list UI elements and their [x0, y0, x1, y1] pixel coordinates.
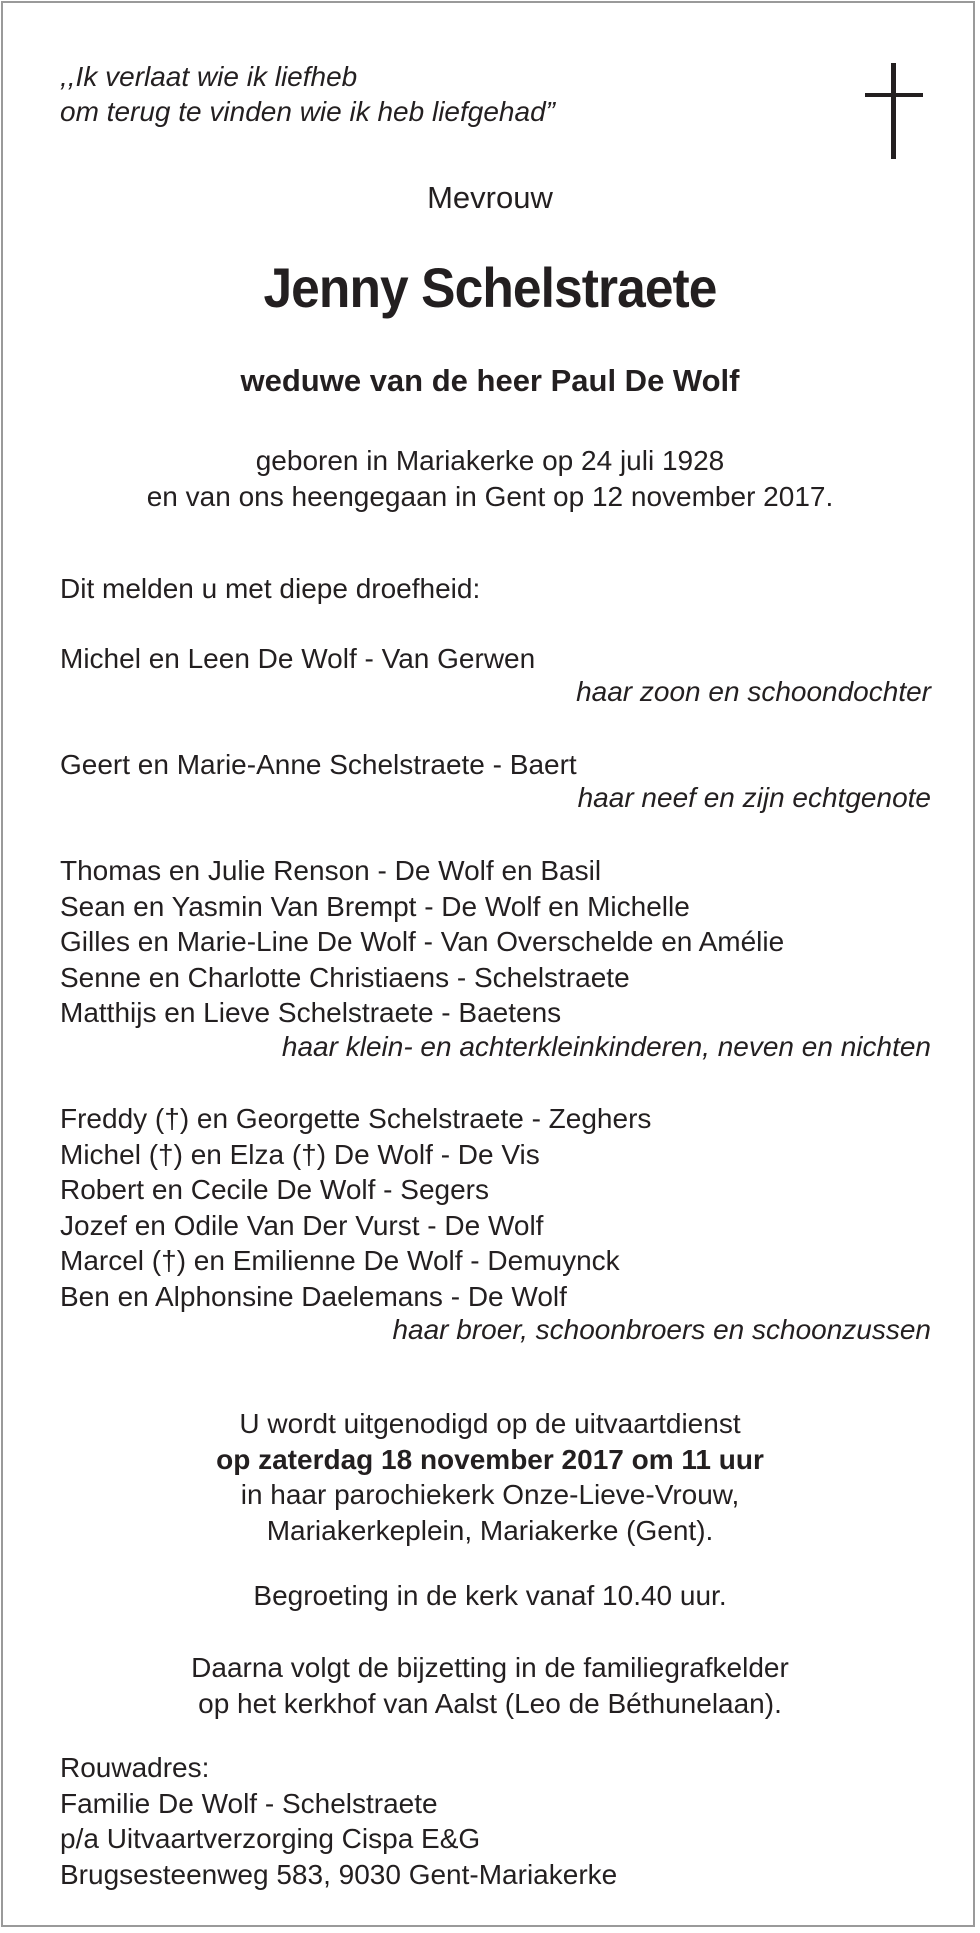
honorific-title: Mevrouw: [427, 180, 553, 215]
burial-line-2: op het kerkhof van Aalst (Leo de Béthunelaan).: [198, 1688, 782, 1719]
family-name-line: Senne en Charlotte Christiaens - Schelstraete: [60, 961, 630, 993]
family-name-line: Geert en Marie-Anne Schelstraete - Baert: [60, 749, 577, 780]
death-line: en van ons heengegaan in Gent op 12 november 2017.: [146, 481, 834, 512]
family-name-line: Marcel (†) en Emilienne De Wolf - Demuynck: [60, 1245, 620, 1276]
family-name-line: Thomas en Julie Renson - De Wolf en Basil: [60, 855, 602, 886]
family-names-block: [60, 853, 784, 1031]
relation-line: haar zoon en schoondochter: [576, 676, 931, 707]
service-datetime: op zaterdag 18 november 2017 om 11 uur: [216, 1443, 764, 1475]
burial-block: [3, 1650, 977, 1722]
intro-text: Dit melden u met diepe droefheid:: [60, 573, 481, 604]
family-name-line: Sean en Yasmin Van Brempt - De Wolf en Michelle: [60, 890, 690, 922]
address-line-3: Brugsesteenweg 583, 9030 Gent-Mariakerke: [60, 1858, 618, 1890]
service-church: in haar parochiekerk Onze-Lieve-Vrouw,: [240, 1479, 740, 1510]
quote-line-1: ,,Ik verlaat wie ik liefheb: [60, 61, 358, 92]
relation-line: haar broer, schoonbroers en schoonzussen: [392, 1314, 931, 1345]
widow-of-line: weduwe van de heer Paul De Wolf: [240, 363, 740, 398]
birth-death-dates: [3, 443, 977, 515]
service-invite-line: U wordt uitgenodigd op de uitvaartdienst: [239, 1408, 741, 1439]
address-label: Rouwadres:: [60, 1752, 210, 1783]
cross-icon: [865, 63, 925, 159]
greeting-time: Begroeting in de kerk vanaf 10.40 uur.: [253, 1580, 727, 1611]
relation-line: haar neef en zijn echtgenote: [577, 782, 931, 813]
family-name-line: Gilles en Marie-Line De Wolf - Van Overschelde en Amélie: [60, 926, 785, 957]
service-location: Mariakerkeplein, Mariakerke (Gent).: [266, 1514, 714, 1546]
relation-line: haar klein- en achterkleinkinderen, neven en nichten: [281, 1031, 931, 1062]
family-names-block: [60, 1101, 651, 1314]
mourning-address: [60, 1750, 617, 1892]
funeral-service-block: [3, 1406, 977, 1548]
family-name-line: Michel (†) en Elza (†) De Wolf - De Vis: [60, 1138, 540, 1170]
obituary-card: [1, 1, 975, 1927]
birth-line: geboren in Mariakerke op 24 juli 1928: [255, 445, 725, 476]
family-name-line: Freddy (†) en Georgette Schelstraete - Zeghers: [60, 1103, 652, 1134]
family-name-line: Michel en Leen De Wolf - Van Gerwen: [60, 643, 536, 674]
epigraph-quote: [60, 59, 555, 129]
family-name-line: Jozef en Odile Van Der Vurst - De Wolf: [60, 1209, 544, 1241]
burial-line-1: Daarna volgt de bijzetting in de familiegrafkelder: [191, 1652, 789, 1683]
family-name-line: Robert en Cecile De Wolf - Segers: [60, 1174, 489, 1205]
quote-line-2: om terug te vinden wie ik heb liefgehad”: [60, 96, 555, 127]
deceased-name: Jenny Schelstraete: [263, 256, 717, 319]
address-line-1: Familie De Wolf - Schelstraete: [60, 1787, 438, 1819]
address-line-2: p/a Uitvaartverzorging Cispa E&G: [60, 1823, 481, 1854]
family-name-line: Ben en Alphonsine Daelemans - De Wolf: [60, 1280, 567, 1312]
family-name-line: Matthijs en Lieve Schelstraete - Baetens: [60, 997, 562, 1028]
